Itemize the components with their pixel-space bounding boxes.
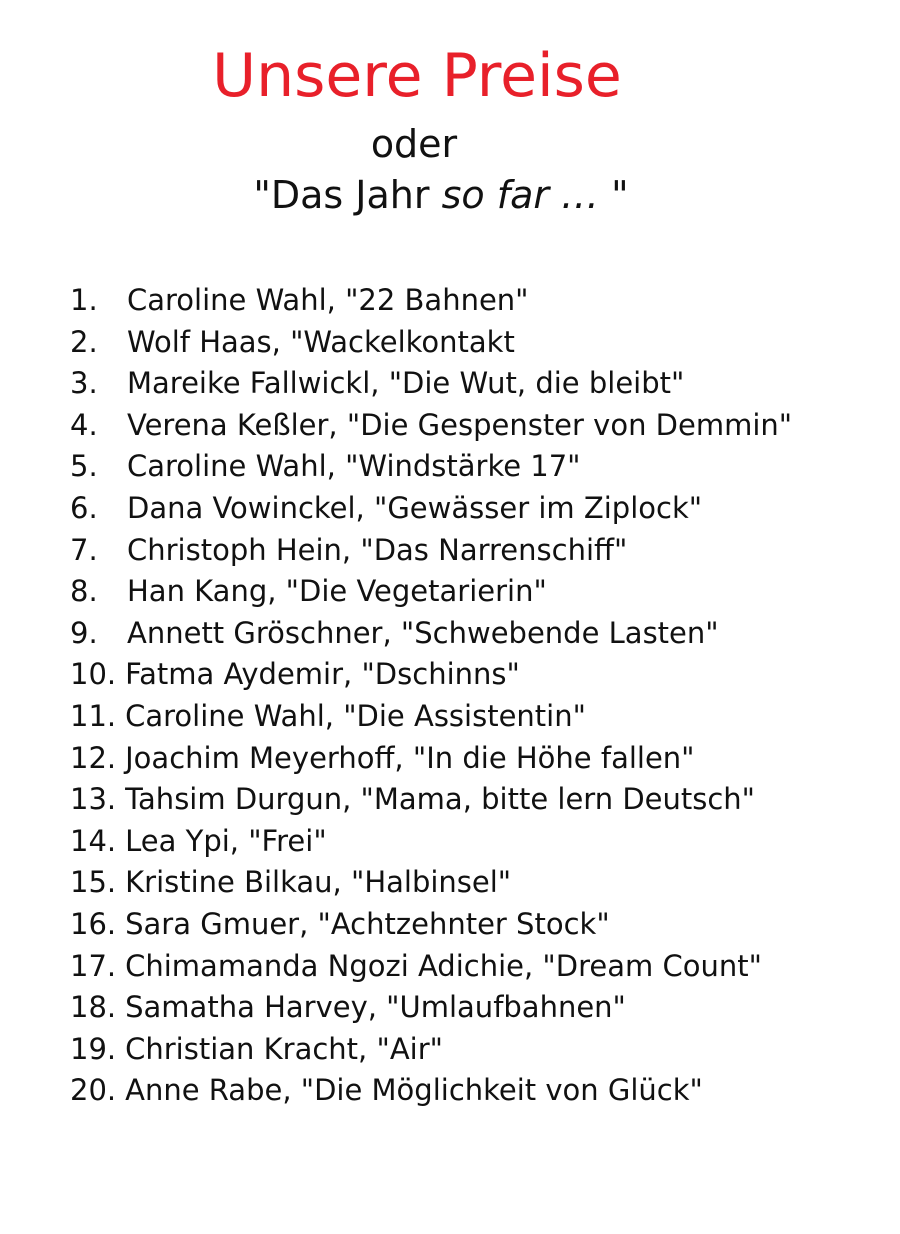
list-item-text: Kristine Bilkau, "Halbinsel" [125, 865, 512, 900]
list-item-number: 8. [70, 574, 98, 609]
list-item [70, 446, 890, 488]
list-item-text: Sara Gmuer, "Achtzehnter Stock" [125, 906, 610, 941]
list-item [70, 280, 890, 322]
list-item-text: Dana Vowinckel, "Gewässer im Ziplock" [127, 490, 703, 525]
list-item [70, 738, 890, 780]
list-item-number: 3. [70, 366, 98, 401]
list-item-text: Caroline Wahl, "Die Assistentin" [125, 698, 586, 733]
subtitle-oder: oder [370, 122, 458, 166]
list-item-number: 17. [70, 948, 117, 983]
list-item [70, 779, 890, 821]
list-item-text: Han Kang, "Die Vegetarierin" [127, 574, 547, 609]
list-item [70, 821, 890, 863]
list-item-text: Annett Gröschner, "Schwebende Lasten" [127, 615, 719, 650]
subtitle-suffix: " [599, 173, 629, 217]
list-item-number: 12. [70, 740, 117, 775]
list-item-number: 5. [70, 449, 98, 484]
subtitle-italic: so far … [441, 173, 600, 217]
list-item-number: 16. [70, 906, 117, 941]
list-item-text: Chimamanda Ngozi Adichie, "Dream Count" [125, 948, 762, 983]
list-item-text: Joachim Meyerhoff, "In die Höhe fallen" [125, 740, 695, 775]
list-item-number: 18. [70, 990, 117, 1025]
list-item-number: 9. [70, 615, 98, 650]
list-item-text: Verena Keßler, "Die Gespenster von Demmin" [127, 407, 793, 442]
list-item [70, 904, 890, 946]
list-item-number: 2. [70, 324, 98, 359]
list-item-number: 7. [70, 532, 98, 567]
list-item-text: Tahsim Durgun, "Mama, bitte lern Deutsch" [125, 782, 756, 817]
list-item-text: Christoph Hein, "Das Narrenschiff" [127, 532, 628, 567]
list-item-text: Lea Ypi, "Frei" [125, 823, 327, 858]
list-item-number: 20. [70, 1073, 117, 1108]
list-item-text: Samatha Harvey, "Umlaufbahnen" [125, 990, 626, 1025]
ranking-list [70, 280, 890, 1112]
list-item [70, 488, 890, 530]
list-item-number: 11. [70, 698, 117, 733]
list-item-text: Caroline Wahl, "22 Bahnen" [127, 283, 529, 317]
list-item-text: Christian Kracht, "Air" [125, 1031, 443, 1066]
list-item-text: Mareike Fallwickl, "Die Wut, die bleibt" [127, 366, 685, 401]
subtitle-prefix: "Das Jahr [253, 173, 442, 217]
list-item-number: 14. [70, 823, 117, 858]
list-item-number: 19. [70, 1031, 117, 1066]
list-item-text: Wolf Haas, "Wackelkontakt [127, 324, 515, 359]
list-item-number: 13. [70, 782, 117, 817]
list-item [70, 613, 890, 655]
list-item-text: Fatma Aydemir, "Dschinns" [125, 657, 520, 692]
list-item [70, 363, 890, 405]
list-item [70, 1070, 890, 1112]
list-item [70, 696, 890, 738]
list-item-number: 6. [70, 490, 98, 525]
list-item [70, 405, 890, 447]
page-title: Unsere Preise [212, 41, 622, 111]
list-item [70, 1029, 890, 1071]
list-item [70, 571, 890, 613]
list-item [70, 946, 890, 988]
list-item-text: Caroline Wahl, "Windstärke 17" [127, 449, 581, 484]
list-item-number: 15. [70, 865, 117, 900]
list-item [70, 862, 890, 904]
subtitle-das-jahr [0, 170, 882, 220]
list-item [70, 987, 890, 1029]
list-item [70, 654, 890, 696]
list-item [70, 322, 890, 364]
list-item [70, 530, 890, 572]
list-item-text: Anne Rabe, "Die Möglichkeit von Glück" [125, 1073, 703, 1108]
list-item-number: 4. [70, 407, 98, 442]
list-item-number: 1. [70, 283, 98, 317]
list-item-number: 10. [70, 657, 117, 692]
